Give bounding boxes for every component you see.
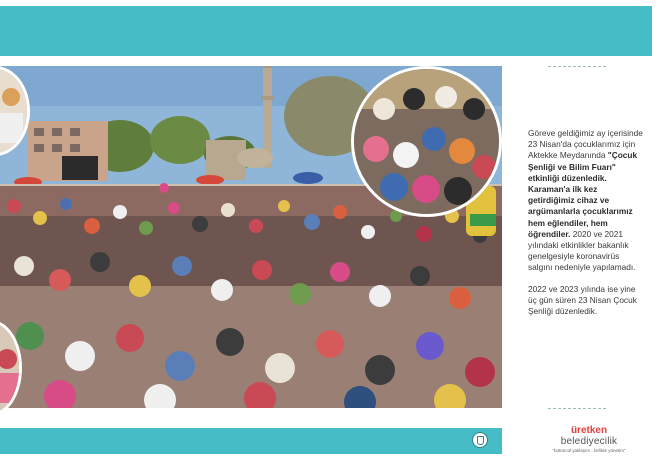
bottom-teal-band [0,428,502,454]
divider-bottom [548,408,606,409]
brand-logo [528,426,650,454]
p1-text-bold: düzenledik. Karaman'a ilk kez getirdiğimiz cihaz ve argümanlarla çocuklarımız hem eğlendiler, hem öğrendiler. [528,172,633,239]
p1-text-e: 2020 ve 2021 yılındaki etkinlikler bakanlık genelgesiyle koronavirüs salgını nedeniyle yapılamadı. [528,228,636,273]
brand-slogan: "bütüncül yaklaşım - birlikte yönetim" [552,448,626,453]
municipality-seal-icon [472,432,488,448]
paragraph-1 [528,128,646,274]
p1-text-a: Göreve geldiğimiz ay içerisinde 23 Nisan'da çocuklarımız için Aktekke Meydanında [528,128,643,161]
p1-event-name: "Çocuk Şenliği ve Bilim Fuarı" [528,150,638,172]
brand-line1: üretken [570,425,608,436]
group-photo-circle [351,66,502,217]
p1-text-c: etkinliği [528,172,562,183]
article-text [528,128,646,327]
brand-line2: belediyecilik [560,436,618,447]
divider-top [548,66,606,67]
paragraph-2: 2022 ve 2023 yılında ise yine üç gün süren 23 Nisan Çocuk Şenliği düzenledik. [528,283,637,317]
top-teal-band [0,6,652,56]
